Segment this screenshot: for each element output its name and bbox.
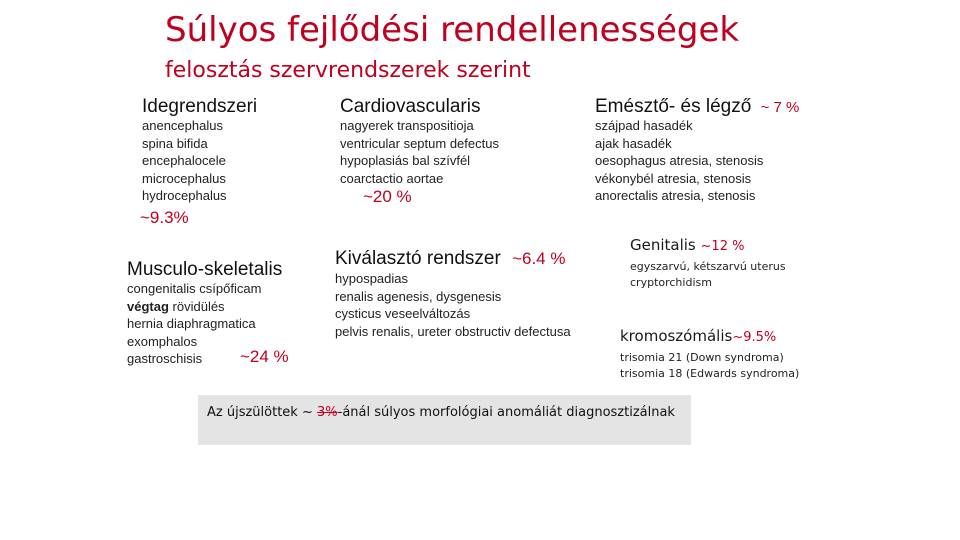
list-item: cysticus veseelváltozás bbox=[335, 306, 471, 321]
list-item: spina bifida bbox=[142, 135, 208, 151]
list-item bbox=[127, 298, 261, 316]
list-item: hypospadias bbox=[335, 271, 408, 286]
list-item: szájpad hasadék bbox=[595, 118, 693, 133]
list-item: exomphalos bbox=[127, 333, 198, 349]
list-item: gastroschisis bbox=[127, 351, 203, 366]
group-list-cardio bbox=[340, 117, 499, 187]
group-heading-kromoszomalis-label: kromoszómális bbox=[620, 327, 733, 345]
group-percent-emeszto: ~ 7 % bbox=[760, 99, 800, 116]
group-list-ideg bbox=[142, 117, 227, 205]
group-heading-genitalis-label: Genitalis bbox=[630, 236, 696, 254]
list-item: hydrocephalus bbox=[142, 188, 227, 203]
list-item: egyszarvú, kétszarvú uterus bbox=[630, 260, 786, 273]
group-list-genitalis bbox=[630, 259, 786, 291]
page-title: Súlyos fejlődési rendellenességek bbox=[165, 10, 740, 50]
group-heading-kivalaszto-label: Kiválasztó rendszer bbox=[335, 248, 501, 269]
list-item: anorectalis atresia, stenosis bbox=[595, 188, 756, 203]
list-item: vékonybél atresia, stenosis bbox=[595, 170, 752, 186]
list-item: ajak hasadék bbox=[595, 135, 672, 151]
group-heading-emeszto bbox=[595, 96, 799, 118]
list-item: renalis agenesis, dysgenesis bbox=[335, 288, 502, 304]
note-text bbox=[207, 405, 675, 420]
group-list-kivalaszto bbox=[335, 270, 571, 340]
list-item: hypoplasiás bal szívfél bbox=[340, 153, 471, 168]
group-percent-musculo: ~24 % bbox=[240, 347, 289, 366]
group-heading-musculo: Musculo-skeletalis bbox=[127, 259, 283, 280]
list-item: trisomia 21 (Down syndroma) bbox=[620, 351, 784, 364]
list-item: anencephalus bbox=[142, 118, 223, 133]
list-item: congenitalis csípőficam bbox=[127, 281, 262, 296]
group-list-kromoszomalis bbox=[620, 350, 799, 382]
list-item-emphasis: végtag bbox=[127, 298, 169, 314]
group-percent-kivalaszto: ~6.4 % bbox=[512, 249, 566, 268]
list-item: cryptorchidism bbox=[630, 276, 712, 289]
list-item: coarctactio aortae bbox=[340, 170, 444, 186]
list-item: nagyerek transpositioja bbox=[340, 118, 474, 133]
group-heading-emeszto-label: Emésztő- és légző bbox=[595, 96, 752, 117]
note-post: -ánál súlyos morfológiai anomáliát diagnosztizálnak bbox=[337, 405, 675, 420]
page-subtitle: felosztás szervrendszerek szerint bbox=[165, 58, 531, 83]
group-percent-genitalis: ~12 % bbox=[700, 239, 745, 254]
list-item: microcephalus bbox=[142, 170, 226, 186]
list-item: pelvis renalis, ureter obstructiv defectusa bbox=[335, 323, 571, 339]
group-percent-ideg: ~9.3% bbox=[140, 208, 189, 227]
list-item: encephalocele bbox=[142, 153, 226, 168]
group-heading-kromoszomalis bbox=[620, 327, 776, 345]
list-item-rest: rövidülés bbox=[172, 298, 225, 314]
list-item: trisomia 18 (Edwards syndroma) bbox=[620, 367, 800, 380]
list-item: hernia diaphragmatica bbox=[127, 316, 256, 331]
note-highlight: 3% bbox=[317, 405, 338, 420]
list-item: ventricular septum defectus bbox=[340, 135, 499, 151]
list-item: oesophagus atresia, stenosis bbox=[595, 153, 764, 168]
group-percent-cardio: ~20 % bbox=[363, 187, 412, 206]
group-heading-kivalaszto bbox=[335, 248, 565, 270]
group-heading-cardio: Cardiovascularis bbox=[340, 96, 481, 117]
note-box bbox=[198, 395, 691, 445]
note-pre: Az újszülöttek ~ bbox=[207, 405, 313, 420]
group-heading-ideg: Idegrendszeri bbox=[142, 96, 258, 117]
group-heading-genitalis bbox=[630, 236, 744, 254]
group-list-emeszto bbox=[595, 117, 763, 205]
group-percent-kromoszomalis: ~9.5% bbox=[732, 330, 777, 345]
